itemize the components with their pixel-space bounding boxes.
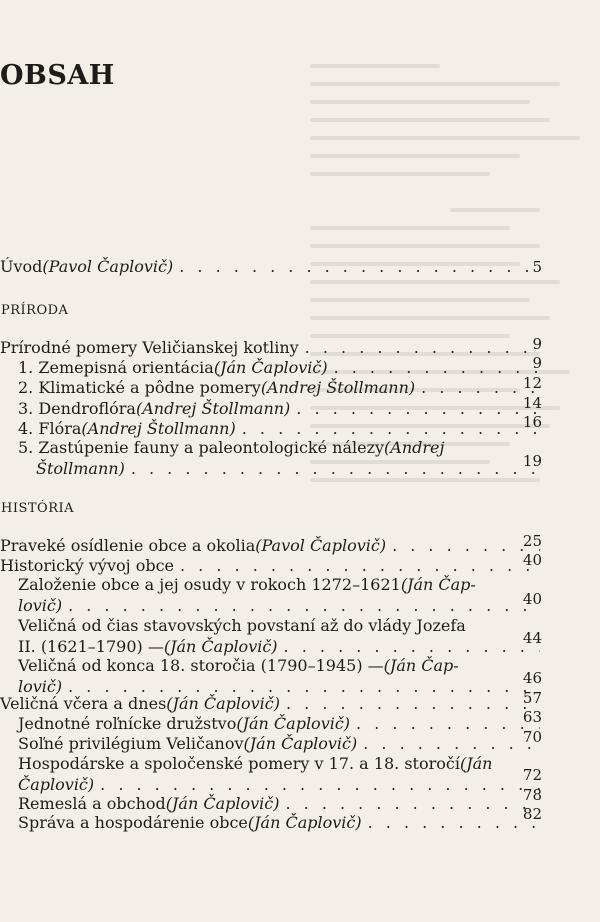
toc-entry: 2. Klimatické a pôdne pomery (Andrej Štollmann) . . . — [0, 377, 540, 398]
page-number: 9 — [532, 354, 542, 372]
page-number: 46 — [522, 669, 542, 687]
toc-entry: 1. Zemepisná orientácia (Ján Čaplovič) . . . — [0, 357, 540, 378]
page-number: 19 — [522, 452, 542, 470]
toc-entry: 3. Dendroflóra (Andrej Štollmann) . . . — [0, 398, 540, 419]
page-number: 72 — [522, 766, 542, 784]
page-number: 40 — [522, 590, 542, 608]
page-number: 44 — [522, 629, 542, 647]
section-heading: PRÍRODA — [1, 303, 69, 318]
page-number: 40 — [522, 551, 542, 569]
page-number: 70 — [522, 728, 542, 746]
page-number: 5 — [532, 258, 542, 276]
page-title: OBSAH — [0, 60, 115, 91]
toc-entry: 4. Flóra (Andrej Štollmann) . . . — [0, 418, 540, 439]
page-number: 14 — [522, 394, 542, 412]
toc-entry: Jednotné roľnícke družstvo (Ján Čaplovič) . . . — [0, 713, 540, 734]
page-number: 9 — [532, 335, 542, 353]
toc-entry: Úvod (Pavol Čaplovič) . . . — [0, 256, 540, 277]
page-number: 57 — [522, 689, 542, 707]
toc-entry: Správa a hospodárenie obce (Ján Čaplovič) . . . — [0, 812, 540, 833]
toc-entry: 5. Zastúpenie fauny a paleontologické nálezy (Andrej Štollmann) . . . — [0, 437, 540, 479]
toc-entry: Praveké osídlenie obce a okolia (Pavol Čaplovič) . . . — [0, 535, 540, 556]
bleed-through — [300, 50, 600, 610]
toc-entry: Hospodárske a spoločenské pomery v 17. a 18. storočí (Ján Čaplovič) . . . — [0, 753, 540, 795]
page-number: 78 — [522, 786, 542, 804]
page-number: 82 — [522, 805, 542, 823]
toc-entry: Založenie obce a jej osudy v rokoch 1272–1621 (Ján Čap- lovič) . . . — [0, 574, 540, 616]
section-heading: HISTÓRIA — [1, 501, 75, 516]
toc-entry: Veličná včera a dnes (Ján Čaplovič) . . . — [0, 693, 540, 714]
toc-entry: Remeslá a obchod (Ján Čaplovič) . . . — [0, 793, 540, 814]
toc-entry: Prírodné pomery Veličianskej kotliny . . . — [0, 337, 540, 358]
page-number: 25 — [522, 532, 542, 550]
page-number: 63 — [522, 708, 542, 726]
toc-entry: Veličná od konca 18. storočia (1790–1945) — (Ján Čap- lovič) . . . — [0, 655, 540, 697]
toc-entry: Soľné privilégium Veličanov (Ján Čaplovič) . . . — [0, 733, 540, 754]
page-number: 16 — [522, 413, 542, 431]
toc-entry: Historický vývoj obce . . . — [0, 555, 540, 576]
toc-entry: Veličná od čias stavovských povstaní až do vlády Jozefa II. (1621–1790) — (Ján Čaplovič) . . . — [0, 615, 540, 657]
page-number: 12 — [522, 374, 542, 392]
